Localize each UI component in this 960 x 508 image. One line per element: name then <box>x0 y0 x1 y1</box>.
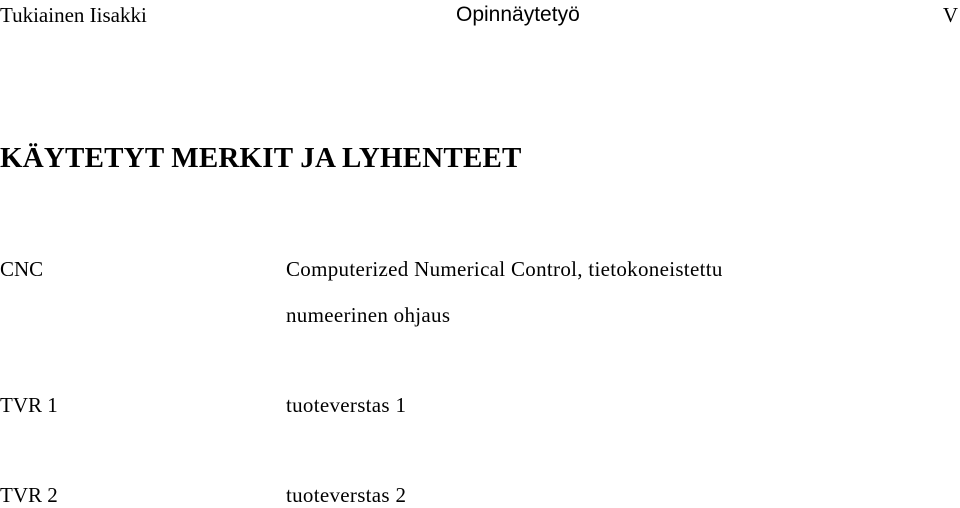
header-doc-type: Opinnäytetyö <box>456 3 580 26</box>
definition-tvr2: tuoteverstas 2 <box>286 483 407 507</box>
page-title: KÄYTETYT MERKIT JA LYHENTEET <box>0 142 522 174</box>
abbreviation-tvr2: TVR 2 <box>0 483 58 507</box>
abbreviation-tvr1: TVR 1 <box>0 393 58 417</box>
definition-tvr1: tuoteverstas 1 <box>286 393 407 417</box>
page-number: V <box>942 3 958 27</box>
definition-cnc-line2: numeerinen ohjaus <box>286 303 451 327</box>
header-author: Tukiainen Iisakki <box>0 3 147 27</box>
abbreviation-cnc: CNC <box>0 257 44 281</box>
definition-cnc-line1: Computerized Numerical Control, tietokoneistettu <box>286 257 723 281</box>
